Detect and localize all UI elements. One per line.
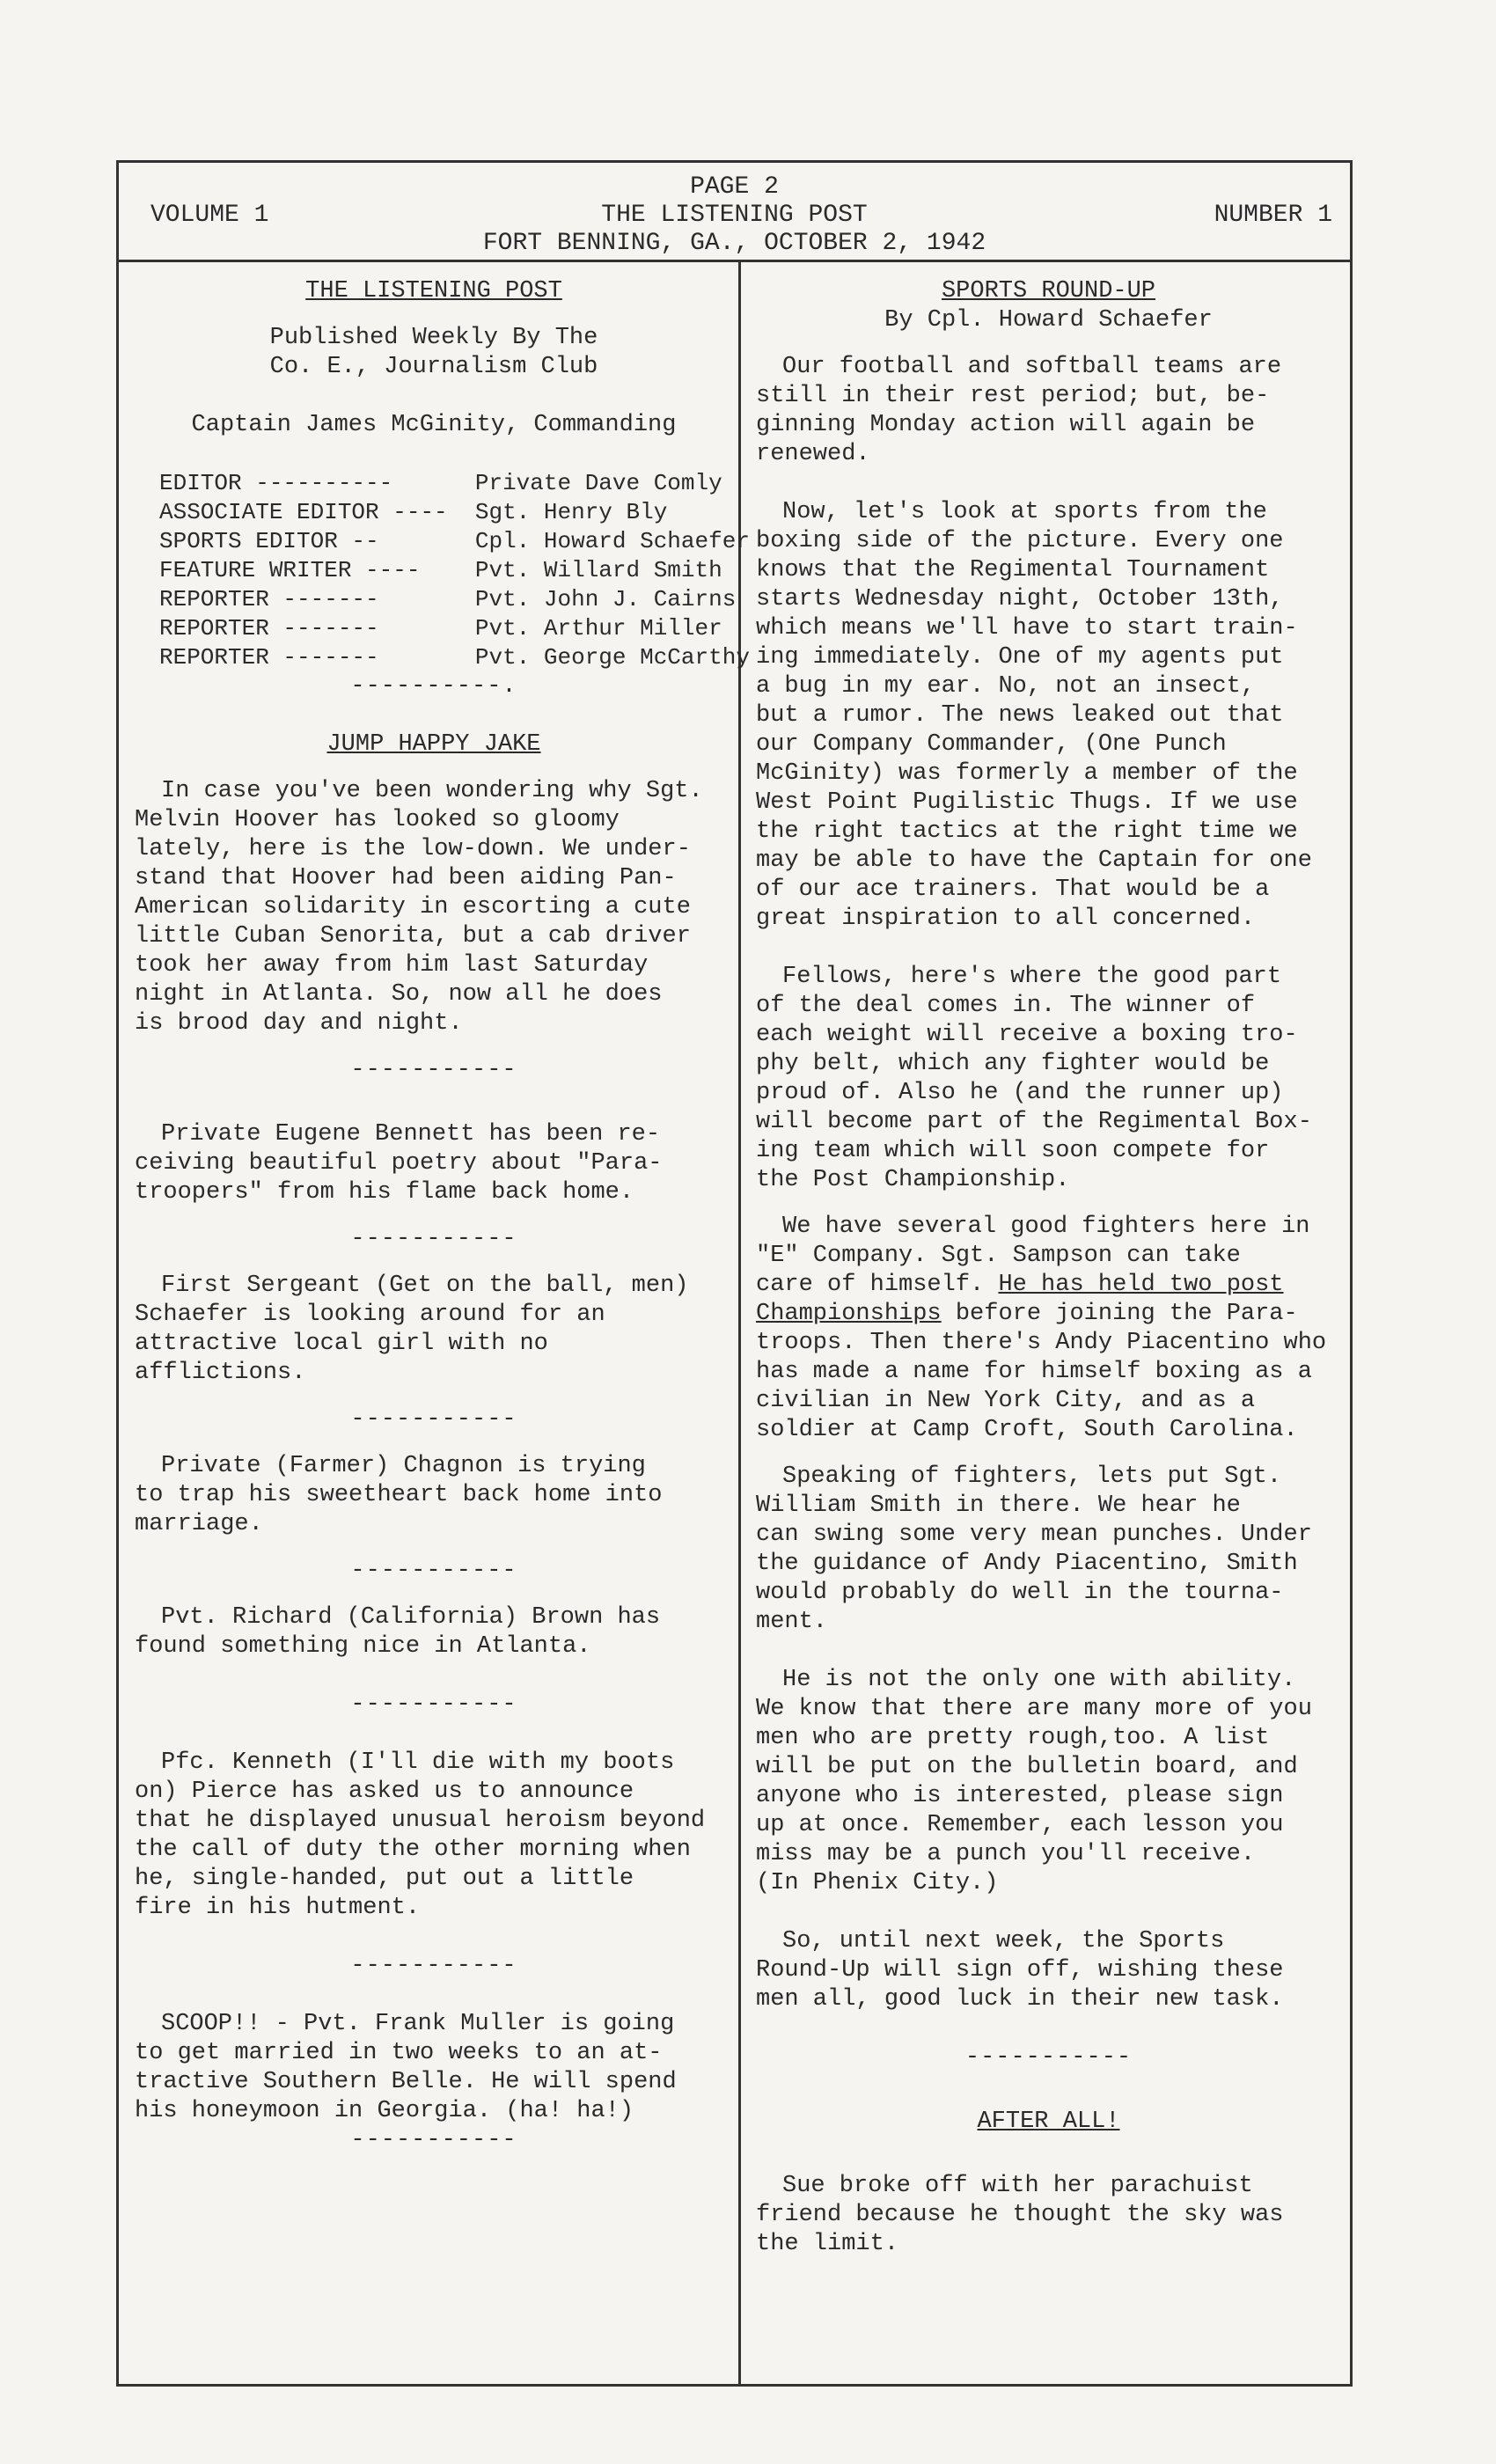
pierce-item: Pfc. Kenneth (I'll die with my boots on) Pierce has asked us to announce that he displayed unusual heroism beyond the call of duty the other morning when he, single-handed, put out a little fire in his hutment.: [135, 1749, 706, 1921]
published-line-2: Co. E., Journalism Club: [269, 354, 598, 380]
page-label: PAGE 2: [690, 173, 779, 201]
separator: -----------: [350, 2127, 517, 2153]
staff-row: ASSOCIATE EDITOR ---- Sgt. Henry Bly: [159, 499, 668, 525]
sports-byline: By Cpl. Howard Schaefer: [884, 307, 1213, 334]
separator: -----------: [964, 2044, 1133, 2071]
after-all-text: Sue broke off with her parachuist friend because he thought the sky was the limit.: [756, 2173, 1284, 2257]
separator: -----------: [350, 1226, 517, 1252]
masthead: [119, 163, 1350, 262]
jump-happy-jake-title: JUMP HAPPY JAKE: [326, 731, 541, 758]
volume-label: VOLUME 1: [150, 202, 269, 229]
after-all-title: AFTER ALL!: [977, 2108, 1120, 2135]
staff-list: [159, 469, 750, 672]
schaefer-item: First Sergeant (Get on the ball, men) Schaefer is looking around for an attractive local girl with no afflictions.: [135, 1272, 689, 1386]
newspaper-page: [116, 160, 1353, 2387]
sports-paragraph-2: Now, let's look at sports from the boxing side of the picture. Every one knows that the Regimental Tournament starts Wednesday night, October 13th, which means we'll have to start train- ing immediately. One of my agents put a bug in my ear. No, not an insect, but a rumor. The news leaked out that our Company Commander, (One Punch McGinity) was formerly a member of the West Point Pugilistic Thugs. If we use the right tactics at the right time we may be able to have the Captain for one of our ace trainers. That would be a great inspiration to all concerned.: [756, 499, 1312, 932]
left-column: [135, 260, 750, 2155]
staff-row: REPORTER ------- Pvt. Arthur Miller: [159, 615, 722, 642]
sports-paragraph-7: So, until next week, the Sports Round-Up will sign off, wishing these men all, good luck in their new task.: [756, 1928, 1284, 2013]
staff-row: FEATURE WRITER ---- Pvt. Willard Smith: [159, 557, 722, 583]
separator: -----------: [350, 1406, 517, 1433]
sports-paragraph-1: Our football and softball teams are still in their rest period; but, be- ginning Monday action will again be renewed.: [756, 354, 1282, 467]
staff-row: EDITOR ---------- Private Dave Comly: [159, 470, 722, 496]
sports-paragraph-5: Speaking of fighters, lets put Sgt. William Smith in there. We hear he can swing some very mean punches. Under the guidance of Andy Piacentino, Smith would probably do well in the tourna- ment.: [756, 1463, 1312, 1635]
jump-happy-jake-text: In case you've been wondering why Sgt. Melvin Hoover has looked so gloomy lately, here is the low-down. We under- stand that Hoover had been aiding Pan- American solidarity in escorting a cute little Cuban Senorita, but a cab driver took her away from him last Saturday night in Atlanta. So, now all he does is brood day and night.: [135, 778, 703, 1037]
separator: -----------: [350, 1691, 517, 1718]
bennett-item: Private Eugene Bennett has been re- ceiving beautiful poetry about "Para- troopers" from his flame back home.: [135, 1121, 663, 1206]
number-label: NUMBER 1: [1214, 202, 1332, 229]
staff-row: REPORTER ------- Pvt. George McCarthy: [159, 644, 750, 671]
chagnon-item: Private (Farmer) Chagnon is trying to trap his sweetheart back home into marriage.: [135, 1453, 663, 1537]
staff-row: SPORTS EDITOR -- Cpl. Howard Schaefer: [159, 528, 750, 554]
separator: ----------.: [350, 673, 517, 700]
commanding-line: Captain James McGinity, Commanding: [191, 412, 677, 438]
sports-roundup-title: SPORTS ROUND-UP: [941, 278, 1156, 304]
brown-item: Pvt. Richard (California) Brown has found something nice in Atlanta.: [135, 1604, 661, 1660]
separator: -----------: [350, 1953, 517, 1979]
staff-row: REPORTER ------- Pvt. John J. Cairns: [159, 586, 737, 612]
paper-name: THE LISTENING POST: [601, 202, 868, 229]
dateline: FORT BENNING, GA., OCTOBER 2, 1942: [482, 230, 986, 257]
separator: -----------: [350, 1057, 517, 1083]
sports-paragraph-3: Fellows, here's where the good part of the deal comes in. The winner of each weight will receive a boxing tro- phy belt, which any fighter would be proud of. Also he (and the runner up) will become part of the Regimental Box- ing team which will soon compete for the Post Championship.: [756, 964, 1312, 1193]
sports-paragraph-4: We have several good fighters here in "E" Company. Sgt. Sampson can take care of himself. He has held two post Championships before joining the Para- troops. Then there's Andy Piacentino who has made a name for himself boxing as a civilian in New York City, and as a soldier at Camp Croft, South Carolina.: [756, 1214, 1327, 1443]
muller-item: SCOOP!! - Pvt. Frank Muller is going to get married in two weeks to an at- tractive Southern Belle. He will spend his honeymoon in Georgia. (ha! ha!): [135, 2011, 677, 2124]
underlined-text: Championships: [756, 1301, 942, 1327]
published-line-1: Published Weekly By The: [269, 325, 598, 351]
underlined-text: He has held two post: [998, 1272, 1284, 1298]
separator: -----------: [350, 1558, 517, 1584]
sports-paragraph-6: He is not the only one with ability. We know that there are many more of you men who are pretty rough,too. A list will be put on the bulletin board, and anyone who is interested, please sign up at once. Remember, each lesson you miss may be a punch you'll receive. (In Phenix City.): [756, 1667, 1312, 1896]
right-column: [756, 260, 1341, 2259]
masthead-box-title: THE LISTENING POST: [305, 278, 562, 304]
masthead-center: [119, 173, 1350, 258]
